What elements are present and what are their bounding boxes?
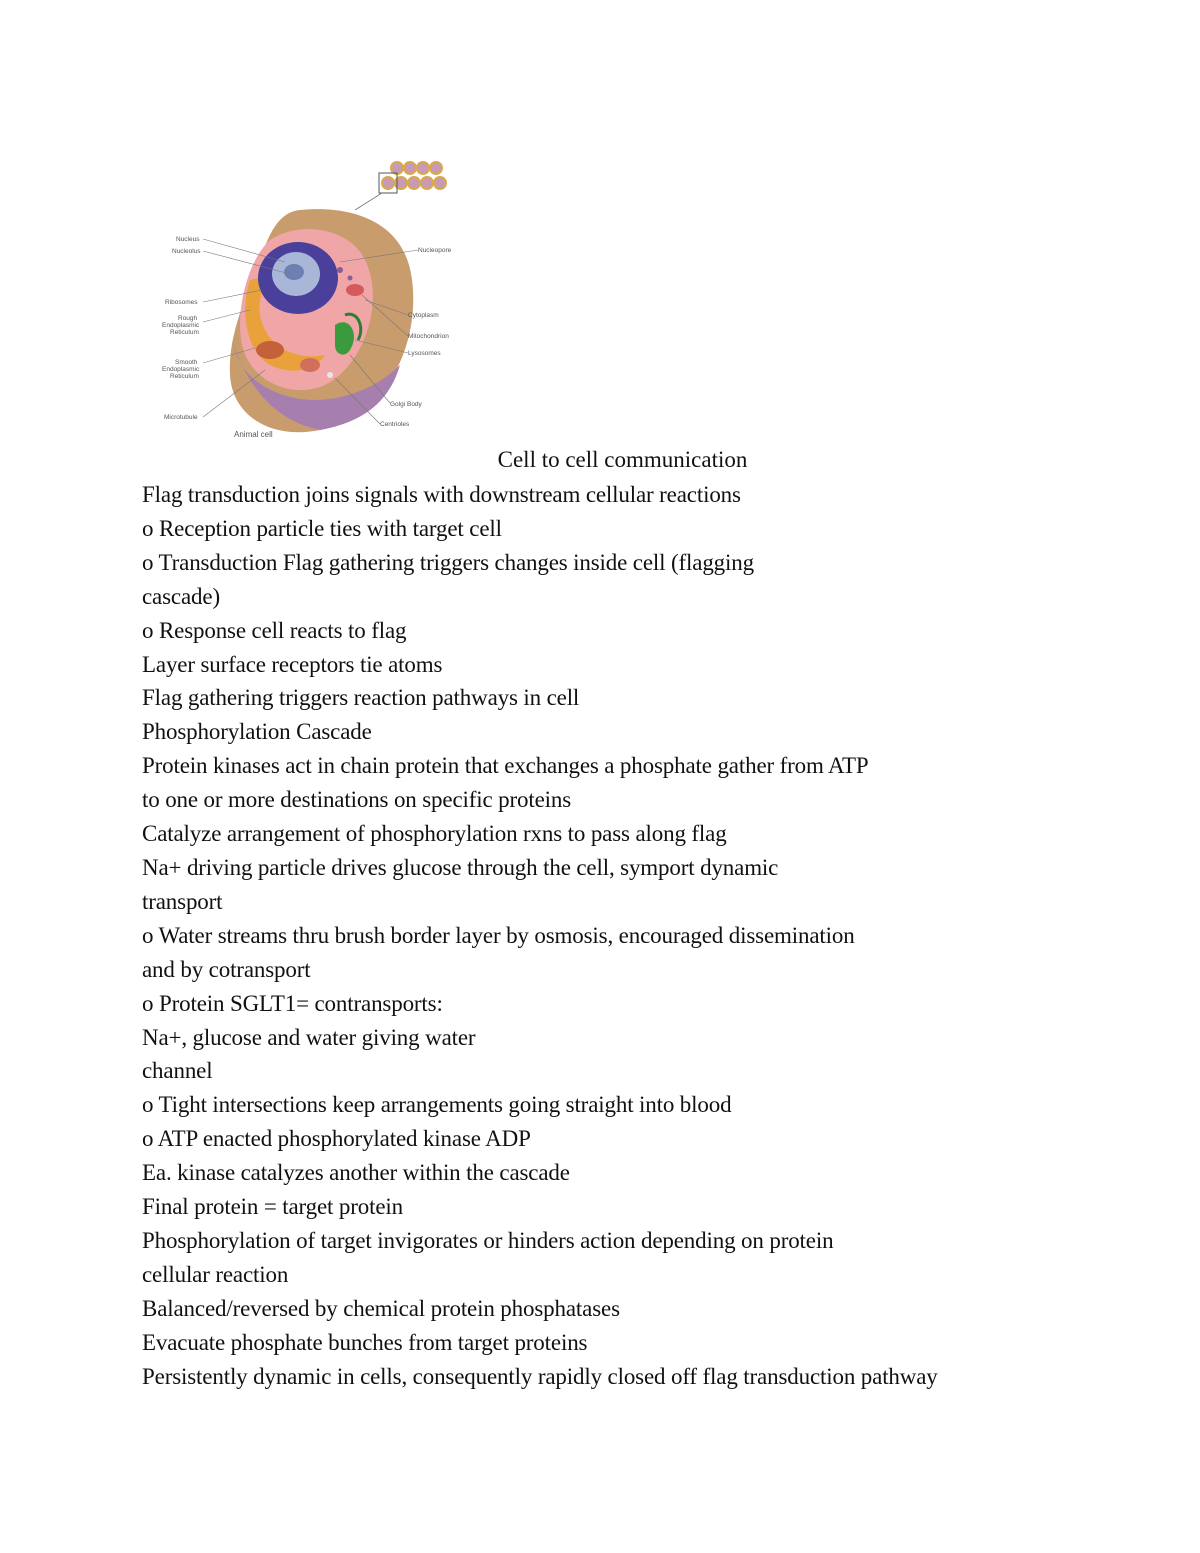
note-line: Na+, glucose and water giving water <box>142 1024 476 1050</box>
label-nucleolus: Nucleolus <box>172 248 201 255</box>
label-mitochondrion: Mitochondrion <box>408 333 449 340</box>
note-line: o Water streams thru brush border layer by osmosis, encouraged dissemination <box>142 922 855 948</box>
note-line: cascade) <box>142 583 220 609</box>
note-line: Flag transduction joins signals with downstream cellular reactions <box>142 482 741 507</box>
notes-list <box>142 478 1182 1393</box>
note-line: Balanced/reversed by chemical protein phosphatases <box>142 1295 620 1321</box>
note-line: o Transduction Flag gathering triggers changes inside cell (flagging <box>142 549 754 575</box>
note-line: transport <box>142 888 223 914</box>
label-nucleus: Nucleus <box>176 236 200 243</box>
label-lysosomes: Lysosomes <box>408 350 441 357</box>
label-nucleopore: Nucleopore <box>418 247 452 254</box>
animal-cell-diagram <box>150 150 470 450</box>
note-line: Catalyze arrangement of phosphorylation rxns to pass along flag <box>142 821 727 847</box>
note-line: Flag gathering triggers reaction pathways in cell <box>142 685 580 711</box>
note-line: channel <box>142 1058 213 1084</box>
document-title: Cell to cell communication <box>497 447 748 472</box>
note-line: Layer surface receptors tie atoms <box>142 651 443 677</box>
note-line: o ATP enacted phosphorylated kinase ADP <box>142 1126 531 1152</box>
note-line: o Protein SGLT1= contransports: <box>142 990 443 1016</box>
note-line: Persistently dynamic in cells, consequently rapidly closed off flag transduction pathway <box>142 1363 938 1389</box>
label-endoplasmic-2: Endoplasmic <box>162 366 200 373</box>
note-line: Final protein = target protein <box>142 1194 403 1220</box>
note-line: o Reception particle ties with target cell <box>142 515 502 541</box>
label-microtubule: Microtubule <box>164 414 198 421</box>
label-endoplasmic-1: Endoplasmic <box>162 322 200 329</box>
label-centrioles: Centrioles <box>380 421 410 428</box>
note-line: cellular reaction <box>142 1261 289 1287</box>
note-line: Ea. kinase catalyzes another within the cascade <box>142 1160 570 1186</box>
label-cytoplasm: Cytoplasm <box>408 312 439 319</box>
label-reticulum-2: Reticulum <box>170 373 199 380</box>
note-line: Phosphorylation of target invigorates or hinders action depending on protein <box>142 1227 834 1253</box>
label-golgi-body: Golgi Body <box>390 401 422 408</box>
note-line: Protein kinases act in chain protein that exchanges a phosphate gather from ATP <box>142 753 869 779</box>
label-rough: Rough <box>178 315 198 322</box>
label-smooth: Smooth <box>175 359 198 366</box>
note-line: o Tight intersections keep arrangements going straight into blood <box>142 1092 732 1118</box>
note-line: Phosphorylation Cascade <box>142 719 372 745</box>
note-line: Evacuate phosphate bunches from target proteins <box>142 1329 588 1355</box>
note-line: to one or more destinations on specific proteins <box>142 787 572 813</box>
label-ribosomes: Ribosomes <box>165 299 198 306</box>
note-line: Na+ driving particle drives glucose through the cell, symport dynamic <box>142 854 779 880</box>
figure-caption: Animal cell <box>234 430 273 439</box>
note-line: o Response cell reacts to flag <box>142 617 407 643</box>
mitochondrion <box>256 341 284 359</box>
label-reticulum-1: Reticulum <box>170 329 199 336</box>
cell-row-thumbnail <box>355 162 446 210</box>
note-line: and by cotransport <box>142 956 311 982</box>
